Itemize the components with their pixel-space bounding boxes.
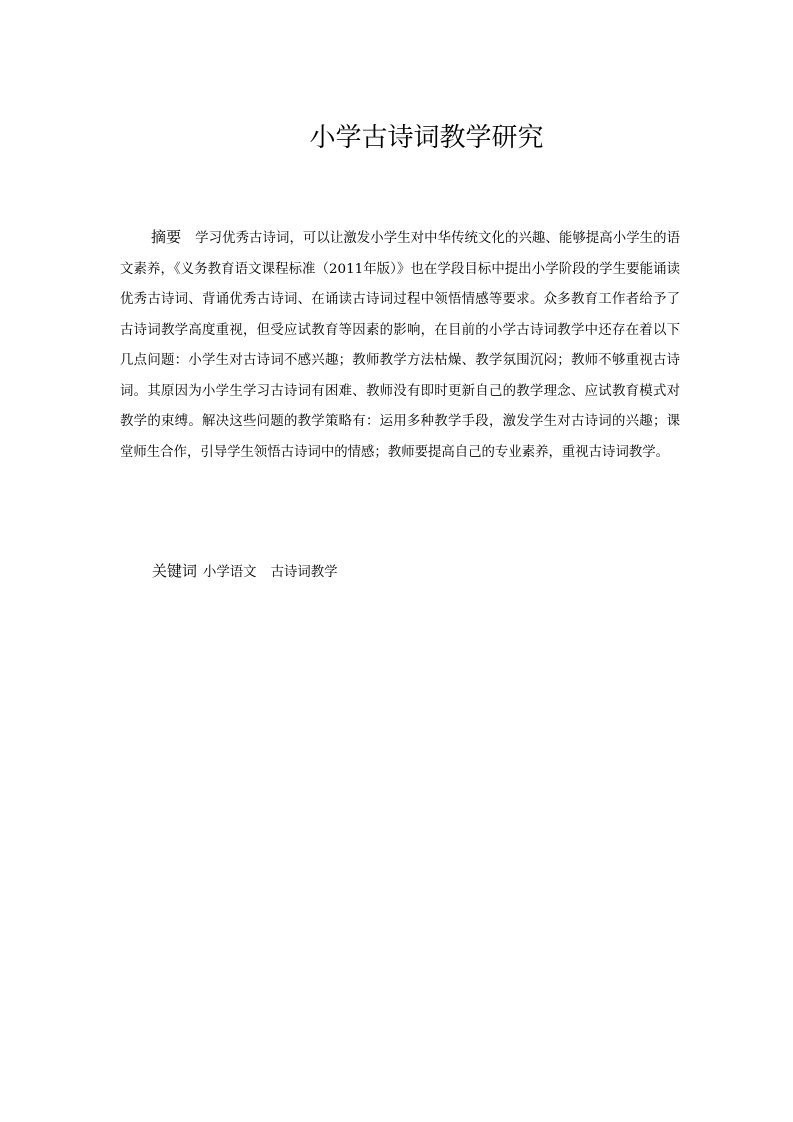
document-title: 小学古诗词教学研究 [309, 123, 544, 153]
keywords-line [152, 556, 338, 588]
keyword-item: 小学语文 [203, 565, 257, 580]
keywords-label: 关键词 [152, 562, 198, 580]
keyword-item: 古诗词教学 [270, 565, 338, 580]
abstract-paragraph [120, 222, 680, 468]
abstract-text: 学习优秀古诗词，可以让激发小学生对中华传统文化的兴趣、能够提高小学生的语文素养，《义务教育语文课程标准（2011年版）》也在学段目标中提出小学阶段的学生要能诵读优秀古诗词、背诵优秀古诗词、在诵读古诗词过程中领悟情感等要求。众多教育工作者给予了古诗词教学高度重视，但受应试教育等因素的影响，在目前的小学古诗词教学中还存在着以下几点问题：小学生对古诗词不感兴趣；教师教学方法枯燥、教学氛围沉闷；教师不够重视古诗词。其原因为小学生学习古诗词有困难、教师没有即时更新自己的教学理念、应试教育模式对教学的束缚。解决这些问题的教学策略有：运用多种教学手段，激发学生对古诗词的兴趣；课堂师生合作，引导学生领悟古诗词中的情感；教师要提高自己的专业素养，重视古诗词教学。 [120, 231, 680, 460]
abstract-label: 摘要 [151, 228, 182, 246]
